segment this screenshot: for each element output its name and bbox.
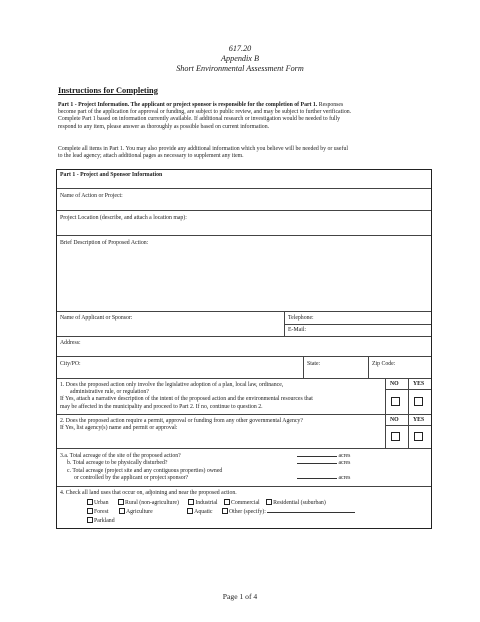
project-location-field[interactable] xyxy=(57,210,431,235)
other-label: Other (specify): xyxy=(228,509,266,515)
applicant-row xyxy=(57,311,431,336)
page-number: Page 1 of 4 xyxy=(222,592,258,601)
agriculture-label: Agriculture xyxy=(125,509,153,515)
question-3-text xyxy=(60,453,222,483)
q2-no-checkbox[interactable] xyxy=(391,432,400,441)
land-use-industrial[interactable] xyxy=(188,500,217,506)
agriculture-checkbox[interactable] xyxy=(119,508,125,514)
telephone-label[interactable]: Telephone: xyxy=(288,315,314,321)
city-state-zip-row xyxy=(57,356,431,378)
q1-no-divider xyxy=(385,379,386,414)
q2-no-label: NO xyxy=(390,417,399,423)
part1-line2: become part of the application for approval or funding, are subject to public review, and may be subject to further verification. xyxy=(58,109,352,116)
brief-description-label: Brief Description of Proposed Action: xyxy=(60,240,149,246)
address-field[interactable] xyxy=(57,336,431,356)
section-title-row xyxy=(57,170,431,188)
form-code: 617.20 xyxy=(228,44,252,53)
q3c-text-2: or controlled by the applicant or project sponsor? xyxy=(74,475,189,482)
q1-line2: administrative rule, or regulation? xyxy=(70,389,149,396)
q1-line4: may be affected in the municipality and proceed to Part 2. If no, continue to question 2. xyxy=(60,403,263,410)
residential-label: Residential (suburban) xyxy=(273,500,326,506)
industrial-label: Industrial xyxy=(195,500,218,506)
aquatic-checkbox[interactable] xyxy=(187,508,193,514)
form-title: Short Environmental Assessment Form xyxy=(176,64,304,73)
brief-description-field[interactable] xyxy=(57,235,431,311)
land-use-line-3 xyxy=(87,517,115,524)
section-title: Part 1 - Project and Sponsor Information xyxy=(60,172,163,178)
urban-checkbox[interactable] xyxy=(87,499,93,505)
state-label[interactable]: State: xyxy=(307,361,321,367)
q1-yes-label: YES xyxy=(413,381,425,387)
q2-yes-divider xyxy=(408,415,409,448)
q1-line1: 1. Does the proposed action only involve the legislative adoption of a plan, local law, ordinance, xyxy=(60,382,284,388)
land-use-parkland[interactable] xyxy=(87,518,115,524)
zip-divider xyxy=(368,357,369,378)
q1-yes-checkbox[interactable] xyxy=(414,397,423,406)
part1-form xyxy=(56,169,432,529)
complete-instructions xyxy=(58,146,428,160)
zip-code-label[interactable]: Zip Code: xyxy=(372,361,396,367)
name-of-action-field[interactable] xyxy=(57,188,431,210)
q2-no-divider xyxy=(385,415,386,448)
address-label: Address: xyxy=(60,340,81,346)
q2-yes-checkbox[interactable] xyxy=(414,432,423,441)
applicant-name-label[interactable]: Name of Applicant or Sponsor: xyxy=(60,315,133,321)
land-use-line-2 xyxy=(87,508,355,515)
part1-line3: Complete Part 1 based on information currently available. If additional research or investigation would be needed to fully xyxy=(58,116,341,123)
residential-checkbox[interactable] xyxy=(266,499,272,505)
land-use-forest[interactable] xyxy=(87,509,109,515)
complete-line2: to the lead agency; attach additional pages as necessary to supplement any item. xyxy=(58,153,244,160)
q3c-acres-field[interactable] xyxy=(297,475,350,481)
question-3-row xyxy=(57,448,431,486)
q3c-acres-label: acres xyxy=(338,475,351,482)
question-1-text xyxy=(60,382,313,411)
q2-yes-label: YES xyxy=(413,417,425,423)
instructions-heading: Instructions for Completing xyxy=(58,86,158,95)
aquatic-label: Aquatic xyxy=(194,509,213,515)
q4-text: 4. Check all land uses that occur on, adjoining and near the proposed action. xyxy=(60,490,237,496)
question-4-row xyxy=(57,486,431,528)
state-divider xyxy=(303,357,304,378)
q2-header-divider xyxy=(385,425,431,426)
q3c-text-1: c. Total acreage (project site and any contiguous properties) owned xyxy=(67,467,223,474)
question-2-text xyxy=(60,418,303,432)
industrial-checkbox[interactable] xyxy=(188,499,194,505)
q1-no-label: NO xyxy=(390,381,399,387)
land-use-commercial[interactable] xyxy=(224,500,260,506)
rural-label: Rural (non-agriculture) xyxy=(124,500,179,506)
forest-checkbox[interactable] xyxy=(87,508,93,514)
q2-line1: 2. Does the proposed action require a permit, approval or funding from any other governmental Agency? xyxy=(60,418,303,424)
q3a-acres-label: acres xyxy=(338,453,351,459)
part1-line4: respond to any item, please answer as thoroughly as possible based on current information. xyxy=(58,123,270,130)
land-use-urban[interactable] xyxy=(87,500,109,506)
other-specify-field[interactable] xyxy=(267,512,355,513)
land-use-aquatic[interactable] xyxy=(187,509,212,515)
part1-responses: Responses xyxy=(318,102,344,108)
appendix-label: Appendix B xyxy=(221,54,259,63)
q1-no-checkbox[interactable] xyxy=(391,397,400,406)
commercial-label: Commercial xyxy=(231,500,260,506)
q3b-acres-field[interactable] xyxy=(297,460,350,466)
land-use-residential[interactable] xyxy=(266,500,326,506)
q3b-text: b. Total acreage to be physically disturbed? xyxy=(67,460,168,467)
question-2-row xyxy=(57,414,431,448)
parkland-checkbox[interactable] xyxy=(87,517,93,523)
q1-header-divider xyxy=(385,389,431,390)
question-1-row xyxy=(57,378,431,414)
telephone-email-divider xyxy=(284,324,431,325)
rural-checkbox[interactable] xyxy=(118,499,124,505)
q1-yes-divider xyxy=(408,379,409,414)
land-use-agriculture[interactable] xyxy=(119,509,153,515)
part1-instructions xyxy=(58,102,428,131)
q3b-acres-label: acres xyxy=(338,460,351,467)
forest-label: Forest xyxy=(94,509,109,515)
q3a-acres-field[interactable] xyxy=(297,453,350,459)
q2-line2: If Yes, list agency(s) name and permit or approval: xyxy=(60,425,178,432)
city-po-label[interactable]: City/PO: xyxy=(60,361,81,367)
other-checkbox[interactable] xyxy=(222,508,228,514)
q1-line3: If Yes, attach a narrative description of the intent of the proposed action and the environmental resources that xyxy=(60,396,313,403)
commercial-checkbox[interactable] xyxy=(224,499,230,505)
land-use-line-1 xyxy=(87,499,326,506)
name-of-action-label: Name of Action or Project: xyxy=(60,193,123,199)
land-use-other[interactable] xyxy=(222,509,355,515)
part1-bold-text: Part 1 - Project Information. The applicant or project sponsor is responsible for the completion of Part 1. xyxy=(58,102,318,108)
urban-label: Urban xyxy=(94,500,109,506)
land-use-rural[interactable] xyxy=(118,500,179,506)
complete-line1: Complete all items in Part 1. You may also provide any additional information which you believe will be needed by or useful xyxy=(58,146,348,152)
parkland-label: Parkland xyxy=(94,518,115,524)
email-label[interactable]: E-Mail: xyxy=(288,327,307,333)
project-location-label: Project Location (describe, and attach a location map): xyxy=(60,215,187,221)
q3a-text: 3.a. Total acreage of the site of the proposed action? xyxy=(60,453,181,459)
